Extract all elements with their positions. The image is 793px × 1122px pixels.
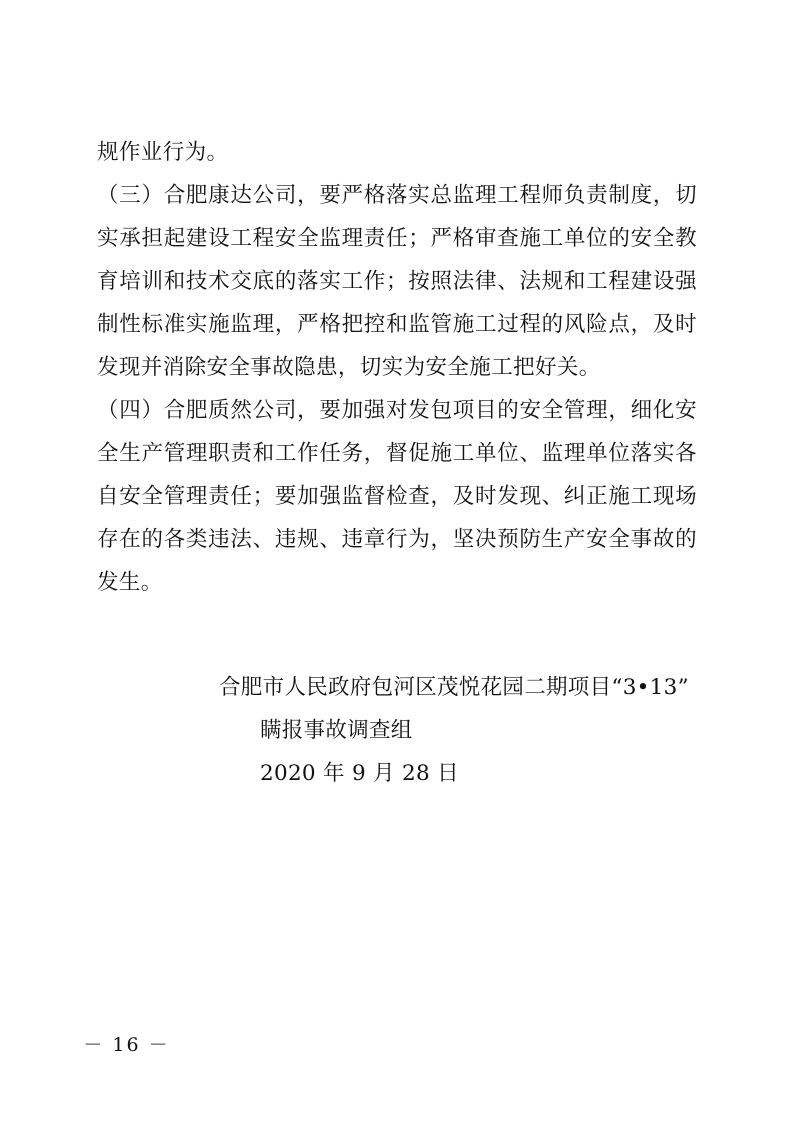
page-number-label: － 16 － xyxy=(83,1034,170,1056)
signature-organization-line-2: 瞒报事故调查组 xyxy=(260,718,413,743)
paragraph-item-3: （三）合肥康达公司，要严格落实总监理工程师负责制度，切实承担起建设工程安全监理责任；严格审查施工单位的安全教育培训和技术交底的落实工作；按照法律、法规和工程建设强制性标准实施监理，严格把控和监管施工过程的风险点，及时发现并消除安全事故隐患，切实为安全施工把好关。 xyxy=(97,183,697,380)
paragraph-item-4: （四）合肥质然公司，要加强对发包项目的安全管理，细化安全生产管理职责和工作任务，督促施工单位、监理单位落实各自安全管理责任；要加强监督检查，及时发现、纠正施工现场存在的各类违法、违规、违章行为，坚决预防生产安全事故的发生。 xyxy=(97,398,697,595)
signature-organization-line-1: 合肥市人民政府包河区茂悦花园二期项目“3•13” xyxy=(219,675,689,700)
signature-block xyxy=(97,666,697,795)
paragraph-continued: 规作业行为。 xyxy=(97,140,229,165)
signature-date: 2020 年 9 月 28 日 xyxy=(260,761,459,786)
page-number xyxy=(0,1030,793,1057)
document-body xyxy=(97,131,697,795)
